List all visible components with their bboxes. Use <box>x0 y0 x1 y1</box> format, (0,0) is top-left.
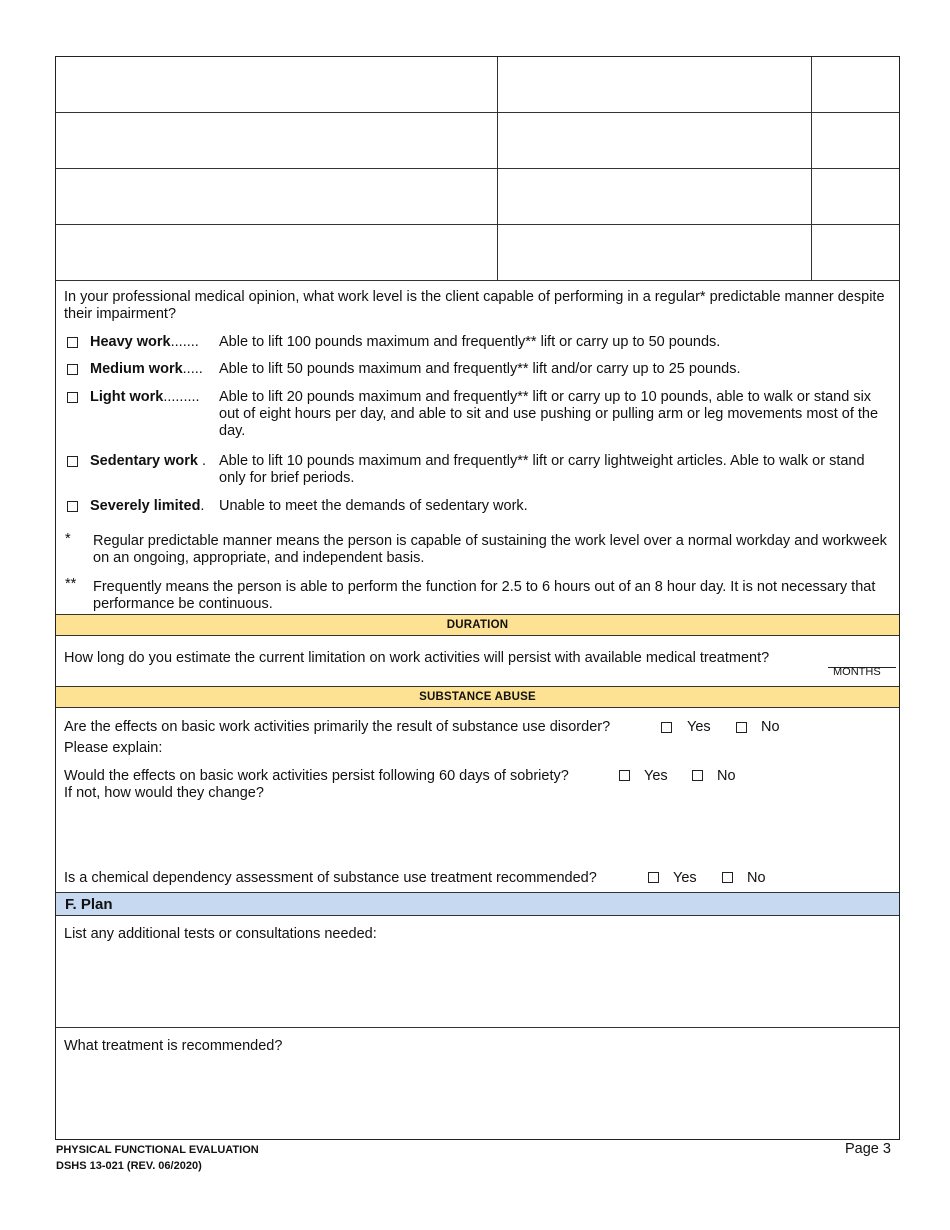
additional-tests-field[interactable] <box>64 947 894 1027</box>
substance-q1-yes-label: Yes <box>687 719 711 735</box>
work-level-question: In your professional medical opinion, what work level is the client capable of performing in a regular* predictable manner despite their impairment? <box>64 289 885 322</box>
footnote-marker: ** <box>65 576 77 592</box>
months-label: MONTHS <box>833 666 881 678</box>
treatment-field[interactable] <box>64 1059 894 1139</box>
light-work-checkbox[interactable] <box>67 392 78 403</box>
table-row-2-cell-3[interactable] <box>816 117 900 166</box>
duration-header <box>56 614 899 636</box>
footnote-frequently: Frequently means the person is able to perform the function for 2.5 to 6 hours out of an 8 hour day. It is not necessary that performance be continuous. <box>93 579 876 612</box>
form-page <box>55 56 900 1140</box>
additional-tests-label: List any additional tests or consultations needed: <box>64 926 377 942</box>
heavy-work-description: Able to lift 100 pounds maximum and frequently** lift or carry up to 50 pounds. <box>219 334 721 350</box>
substance-q3: Is a chemical dependency assessment of substance use treatment recommended? <box>64 870 597 886</box>
duration-question: How long do you estimate the current limitation on work activities will persist with available medical treatment? <box>64 650 770 666</box>
form-title: PHYSICAL FUNCTIONAL EVALUATION <box>56 1144 259 1156</box>
table-row-1-cell-1[interactable] <box>60 61 496 110</box>
substance-abuse-header <box>56 686 899 708</box>
form-number: DSHS 13-021 (REV. 06/2020) <box>56 1160 202 1172</box>
plan-divider <box>56 1027 899 1028</box>
medium-work-label: Medium work..... <box>90 361 203 377</box>
substance-q1: Are the effects on basic work activities primarily the result of substance use disorder? <box>64 719 611 735</box>
medium-work-description: Able to lift 50 pounds maximum and frequently** lift and/or carry up to 25 pounds. <box>219 361 741 377</box>
substance-q2-no-checkbox[interactable] <box>692 770 703 781</box>
substance-abuse-header-title: SUBSTANCE ABUSE <box>419 691 536 703</box>
substance-q1-yes-checkbox[interactable] <box>661 722 672 733</box>
substance-q3-no-label: No <box>747 870 766 886</box>
table-row-3-cell-1[interactable] <box>60 173 496 222</box>
substance-q1-no-checkbox[interactable] <box>736 722 747 733</box>
table-row-divider <box>56 280 899 281</box>
table-row-1-cell-3[interactable] <box>816 61 900 110</box>
plan-header <box>56 892 899 916</box>
footnote-regular-predictable: Regular predictable manner means the person is capable of sustaining the work level over a normal workday and workweek on an ongoing, appropriate, and independent basis. <box>93 533 887 566</box>
duration-header-title: DURATION <box>446 619 509 631</box>
severely-limited-description: Unable to meet the demands of sedentary work. <box>219 498 528 514</box>
substance-q3-no-checkbox[interactable] <box>722 872 733 883</box>
substance-q1-explain: Please explain: <box>64 740 163 756</box>
substance-q3-yes-checkbox[interactable] <box>648 872 659 883</box>
substance-q2-no-label: No <box>717 768 736 784</box>
sedentary-work-label: Sedentary work . <box>90 453 207 469</box>
treatment-label: What treatment is recommended? <box>64 1038 283 1054</box>
table-row-4-cell-3[interactable] <box>816 229 900 278</box>
light-work-description: Able to lift 20 pounds maximum and frequently** lift or carry up to 10 pounds, able to walk or stand six out of eight hours per day, and able to sit and use pushing or pulling arm or leg movements most of the day. <box>219 389 879 439</box>
medium-work-checkbox[interactable] <box>67 364 78 375</box>
footnote-marker: * <box>65 531 71 547</box>
table-row-3-cell-2[interactable] <box>502 173 810 222</box>
heavy-work-label: Heavy work....... <box>90 334 199 350</box>
table-row-2-cell-2[interactable] <box>502 117 810 166</box>
light-work-label: Light work......... <box>90 389 200 405</box>
sedentary-work-checkbox[interactable] <box>67 456 78 467</box>
sedentary-work-description: Able to lift 10 pounds maximum and frequently** lift or carry lightweight articles. Able to walk or stand only for brief periods. <box>219 453 865 486</box>
table-row-3-cell-3[interactable] <box>816 173 900 222</box>
substance-q1-no-label: No <box>761 719 780 735</box>
page-number: Page 3 <box>845 1141 891 1157</box>
severely-limited-label: Severely limited. <box>90 498 205 514</box>
substance-q3-yes-label: Yes <box>673 870 697 886</box>
heavy-work-checkbox[interactable] <box>67 337 78 348</box>
plan-header-title: F. Plan <box>65 896 113 913</box>
table-row-divider <box>56 168 899 169</box>
table-row-4-cell-1[interactable] <box>60 229 496 278</box>
table-row-4-cell-2[interactable] <box>502 229 810 278</box>
substance-q2-yes-label: Yes <box>644 768 668 784</box>
table-row-1-cell-2[interactable] <box>502 61 810 110</box>
table-row-divider <box>56 224 899 225</box>
table-row-2-cell-1[interactable] <box>60 117 496 166</box>
substance-q2-change: If not, how would they change? <box>64 785 264 801</box>
substance-q2-yes-checkbox[interactable] <box>619 770 630 781</box>
duration-months-input[interactable] <box>828 647 896 668</box>
severely-limited-checkbox[interactable] <box>67 501 78 512</box>
substance-q2: Would the effects on basic work activities persist following 60 days of sobriety? <box>64 768 569 784</box>
table-row-divider <box>56 112 899 113</box>
